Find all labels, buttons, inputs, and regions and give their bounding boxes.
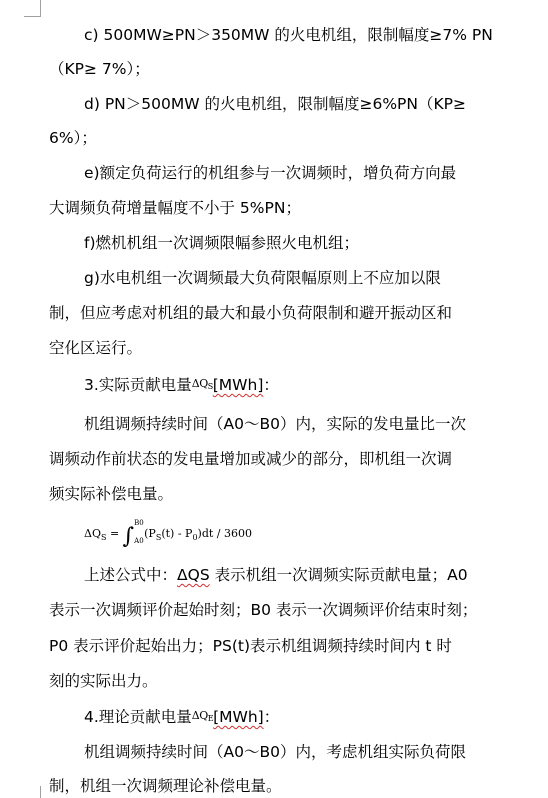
desc-line-2: 表示一次调频评价起始时刻；B0 表示一次调频评价结束时刻； [49, 601, 478, 619]
integral-sign: ∫ [122, 524, 135, 549]
para-3-line-3: 频实际补偿电量。 [49, 485, 174, 503]
item-e-line-1: e)额定负荷运行的机组参与一次调频时，增负荷方向最 [84, 164, 457, 182]
section-4-colon: ： [263, 708, 280, 726]
desc-line-1-rest: 表示机组一次调频实际贡献电量；A0 [209, 566, 468, 584]
section-4-heading-text: 4.理论贡献电量 [84, 708, 192, 726]
item-d-line-2: 6%）； [49, 129, 97, 147]
section-3-unit: [MWh] [212, 376, 264, 394]
formula-body-sub-1: S [155, 533, 162, 543]
section-3-heading [84, 374, 279, 397]
item-g-line-2: 制，但应考虑对机组的最大和最小负荷限制和避开振动区和 [49, 304, 453, 322]
integral-limits [134, 519, 144, 545]
para-4-line-1: 机组调频持续时间（A0～B0）内，考虑机组实际负荷限 [84, 743, 466, 761]
para-3-line-1: 机组调频持续时间（A0～B0）内，实际的发电量比一次 [84, 415, 466, 433]
item-g-line-1: g)水电机组一次调频最大负荷限幅原则上不应加以限 [84, 269, 441, 287]
para-4-line-2: 制，机组一次调频理论补偿电量。 [49, 777, 282, 795]
desc-line-4: 刻的实际出力。 [49, 672, 158, 690]
item-c-line-2: （KP≥ 7%）； [49, 60, 150, 78]
delta-qe-symbol [192, 709, 213, 722]
section-3-heading-text: 3.实际贡献电量 [84, 376, 192, 394]
delta-qs-symbol [192, 377, 213, 390]
formula-lhs-sub: S [100, 533, 107, 543]
formula-lhs: ΔQ [84, 527, 101, 540]
section-4-heading [84, 706, 279, 729]
section-4-unit: [MWh] [213, 708, 264, 726]
formula-equals: = [106, 527, 123, 540]
formula-body-sub-2: 0 [192, 533, 198, 543]
item-d-line-1: d) PN＞500MW 的火电机组，限制幅度≥6%PN（KP≥ [84, 95, 466, 113]
formula-body-close: )dt / 3600 [197, 527, 252, 540]
item-e-line-2: 大调频负荷增量幅度不小于 5%PN； [49, 199, 301, 217]
delta-qs-symbol-sub: S [207, 382, 213, 391]
formula-delta-qs [84, 519, 252, 549]
desc-line-1-symbol: ΔQS [177, 566, 210, 584]
desc-line-1-prefix: 上述公式中： [84, 566, 178, 584]
desc-line-3: P0 表示评价起始出力；PS(t)表示机组调频持续时间内 t 时 [49, 637, 452, 655]
item-g-line-3: 空化区运行。 [49, 339, 143, 357]
delta-qe-symbol-sub: E [207, 714, 214, 723]
integral-lower-limit: A0 [134, 537, 144, 545]
item-c-line-1: c) 500MW≥PN＞350MW 的火电机组，限制幅度≥7% PN [84, 26, 493, 44]
formula-body-open: (P [144, 527, 156, 540]
delta-qs-symbol-main: ΔQ [191, 377, 208, 390]
section-3-colon: ： [263, 376, 279, 394]
integral-upper-limit: B0 [134, 519, 144, 527]
para-3-line-2: 调频动作前状态的发电量增加或减少的部分，即机组一次调 [49, 450, 453, 468]
item-f-line-1: f)燃机机组一次调频限幅参照火电机组； [84, 234, 360, 252]
delta-qe-symbol-main: ΔQ [191, 709, 208, 722]
desc-line-1 [84, 565, 468, 585]
formula-body-mid: (t) - P [161, 527, 193, 540]
